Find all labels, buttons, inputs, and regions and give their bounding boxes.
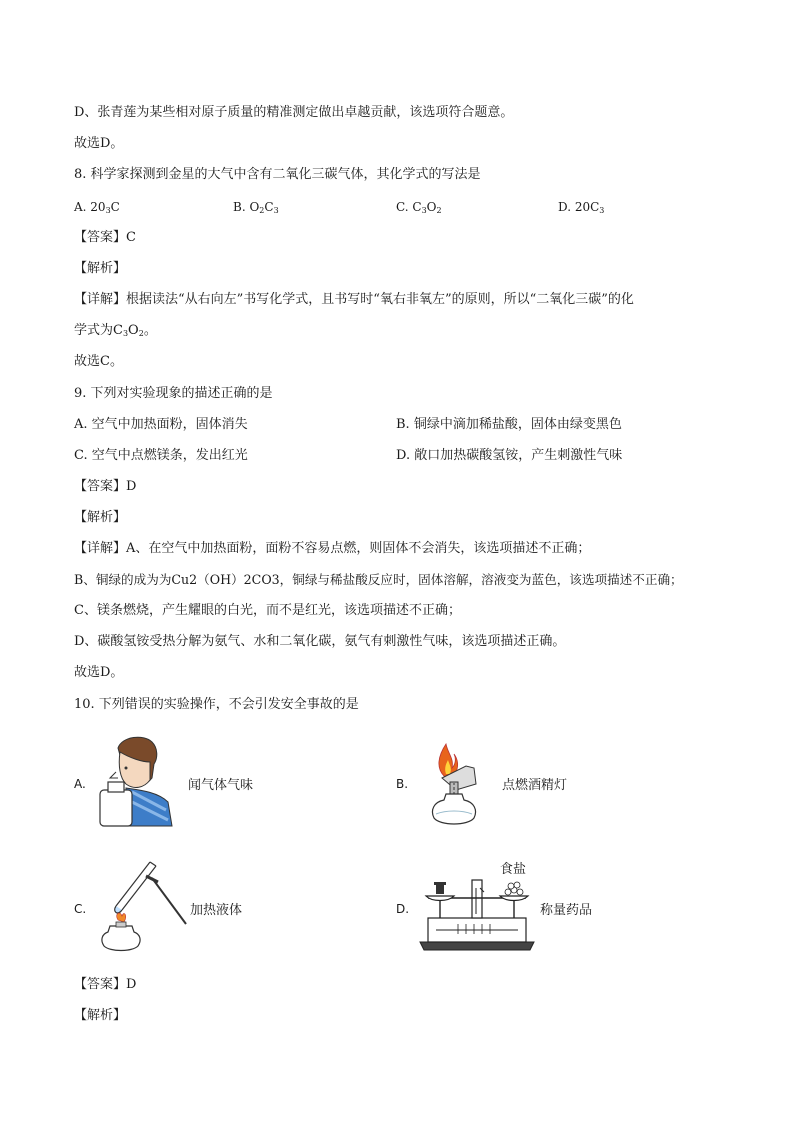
q8-option-d: D. $20C_3$ — [558, 200, 605, 215]
figure-d-caption: 称量药品 — [540, 903, 593, 918]
q8-option-a: A. $20_3C$ — [74, 200, 120, 215]
analysis-label: 【解析】 — [74, 1008, 127, 1023]
figure-b-letter: B. — [396, 777, 409, 791]
figure-d-letter: D. — [396, 902, 410, 916]
figure-b-caption: 点燃酒精灯 — [502, 778, 568, 793]
alcohol-lamp-illustration — [416, 738, 492, 828]
salt-label: 食盐 — [500, 862, 527, 877]
q9-option-b: B. 铜绿中滴加稀盐酸，固体由绿变黑色 — [396, 417, 622, 432]
question-10: 10. 下列错误的实验操作，不会引发安全事故的是 — [74, 697, 359, 712]
text-line: D、张青莲为某些相对原子质量的精准测定做出卓越贡献，该选项符合题意。 — [74, 105, 514, 120]
balance-scale-illustration — [418, 874, 536, 952]
analysis-label: 【解析】 — [74, 261, 127, 276]
question-9: 9. 下列对实验现象的描述正确的是 — [74, 386, 273, 401]
analysis-label: 【解析】 — [74, 510, 127, 525]
figure-a-caption: 闻气体气味 — [188, 778, 254, 793]
detail-text: 学式为$C_3O_2$。 — [74, 323, 157, 338]
figure-c-caption: 加热液体 — [190, 903, 243, 918]
answer-label: 【答案】D — [74, 479, 137, 494]
q9-option-a: A. 空气中加热面粉，固体消失 — [74, 417, 248, 432]
figure-a-letter: A. — [74, 777, 86, 791]
text-line: 故选D。 — [74, 665, 124, 680]
q8-option-b: B. $O_2C_3$ — [233, 200, 279, 215]
figure-c-letter: C. — [74, 902, 87, 916]
q9-option-d: D. 敞口加热碳酸氢铵，产生刺激性气味 — [396, 448, 623, 463]
detail-text: 【详解】根据读法“从右向左”书写化学式，且书写时“氧右非氧左”的原则，所以“二氧化三碳”的化 — [74, 292, 634, 307]
detail-text: D、碳酸氢铵受热分解为氨气、水和二氧化碳，氨气有刺激性气味，该选项描述正确。 — [74, 634, 566, 649]
q8-option-c: C. $C_3O_2$ — [396, 200, 442, 215]
smelling-gas-illustration — [96, 732, 176, 828]
heating-liquid-illustration — [92, 858, 192, 954]
text-line: 故选C。 — [74, 354, 123, 369]
q9-option-c: C. 空气中点燃镁条，发出红光 — [74, 448, 248, 463]
answer-label: 【答案】D — [74, 977, 137, 992]
answer-label: 【答案】C — [74, 230, 136, 245]
question-8: 8. 科学家探测到金星的大气中含有二氧化三碳气体，其化学式的写法是 — [74, 167, 481, 182]
detail-text: 【详解】A、在空气中加热面粉，面粉不容易点燃，则固体不会消失，该选项描述不正确； — [74, 541, 591, 556]
text-line: 故选D。 — [74, 136, 124, 151]
detail-text: C、镁条燃烧，产生耀眼的白光，而不是红光，该选项描述不正确； — [74, 603, 461, 618]
detail-text: B、铜绿的成为为Cu2（OH）2CO3，铜绿与稀盐酸反应时，固体溶解，溶液变为蓝色，该选项描述不正确； — [74, 572, 683, 587]
